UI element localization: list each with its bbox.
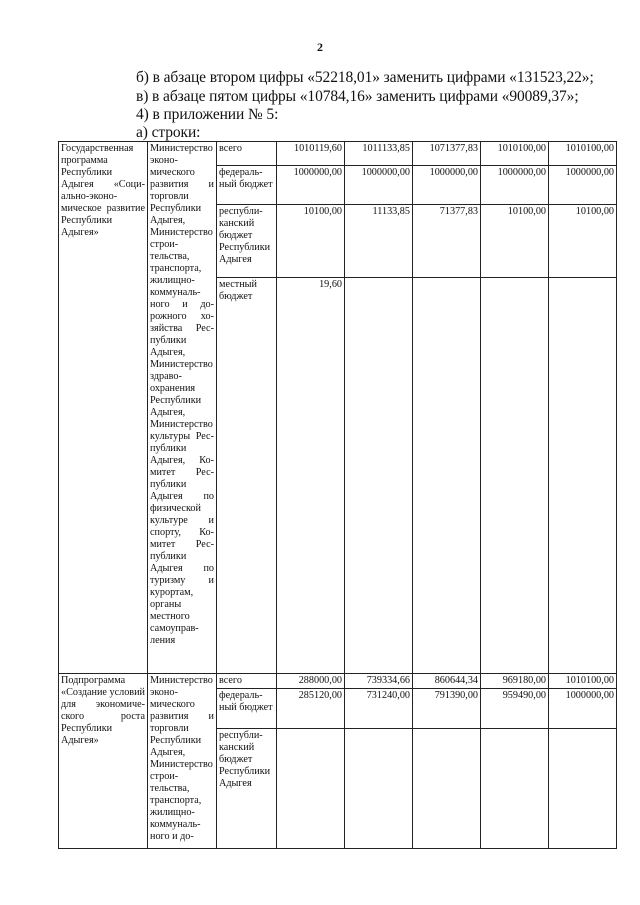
value-cell: 285120,00	[277, 689, 345, 729]
value-cell: 731240,00	[345, 689, 413, 729]
value-cell: 19,60	[277, 278, 345, 674]
amendment-a: а) строки:	[136, 124, 201, 141]
amendment-4: 4) в приложении № 5:	[136, 106, 279, 123]
source-republic: республиканский бюджет Республики Адыгея	[217, 205, 277, 278]
amendment-b: б) в абзаце втором цифры «52218,01» заменить цифрами «131523,22»;	[136, 69, 594, 86]
value-cell	[413, 278, 481, 674]
value-cell: 739334,66	[345, 674, 413, 689]
value-cell: 1000000,00	[549, 689, 617, 729]
value-cell: 1010100,00	[549, 674, 617, 689]
source-federal: федеральный бюджет	[217, 689, 277, 729]
value-cell	[277, 729, 345, 849]
value-cell	[481, 729, 549, 849]
value-cell: 969180,00	[481, 674, 549, 689]
source-total: всего	[217, 674, 277, 689]
value-cell: 1071377,83	[413, 142, 481, 166]
program-name: Государственная программа Республики Адыгея «Социально-экономическое развитие Республики Адыгея»	[59, 142, 148, 674]
value-cell	[345, 278, 413, 674]
executors: Министерство экономического развития и торговли Республики Адыгея, Министерство строительства, транспорта, жилищно-коммунального и дорожного хозяйства Республики Адыгея, Министерство здравоохранения Республики Адыгея, Министерство культуры Республики Адыгея, Комитет Республики Адыгея по физической культуре и спорту, Комитет Республики Адыгея по туризму и курортам, органы местного самоуправления	[148, 142, 217, 674]
source-total: всего	[217, 142, 277, 166]
subprogram-name: Подпрограмма «Создание условий для экономического роста Республики Адыгея»	[59, 674, 148, 849]
value-cell: 1011133,85	[345, 142, 413, 166]
value-cell: 1000000,00	[413, 166, 481, 205]
value-cell: 10100,00	[277, 205, 345, 278]
value-cell: 959490,00	[481, 689, 549, 729]
value-cell: 10100,00	[481, 205, 549, 278]
value-cell: 11133,85	[345, 205, 413, 278]
amendment-v: в) в абзаце пятом цифры «10784,16» заменить цифрами «90089,37»;	[136, 88, 579, 105]
value-cell: 288000,00	[277, 674, 345, 689]
value-cell	[345, 729, 413, 849]
source-republic: республиканский бюджет Республики Адыгея	[217, 729, 277, 849]
value-cell: 1000000,00	[345, 166, 413, 205]
value-cell	[413, 729, 481, 849]
value-cell: 791390,00	[413, 689, 481, 729]
value-cell: 1000000,00	[277, 166, 345, 205]
value-cell: 1010119,60	[277, 142, 345, 166]
value-cell: 71377,83	[413, 205, 481, 278]
value-cell	[481, 278, 549, 674]
page-number: 2	[317, 40, 323, 54]
source-federal: федеральный бюджет	[217, 166, 277, 205]
value-cell: 860644,34	[413, 674, 481, 689]
value-cell: 1000000,00	[549, 166, 617, 205]
appendix-table	[58, 141, 617, 849]
value-cell: 1010100,00	[481, 142, 549, 166]
subprogram-executors: Министерство экономического развития и торговли Республики Адыгея, Министерство строительства, транспорта, жилищно-коммунального и до-	[148, 674, 217, 849]
value-cell: 1000000,00	[481, 166, 549, 205]
value-cell	[549, 278, 617, 674]
source-local: местный бюджет	[217, 278, 277, 674]
value-cell: 1010100,00	[549, 142, 617, 166]
value-cell	[549, 729, 617, 849]
value-cell: 10100,00	[549, 205, 617, 278]
